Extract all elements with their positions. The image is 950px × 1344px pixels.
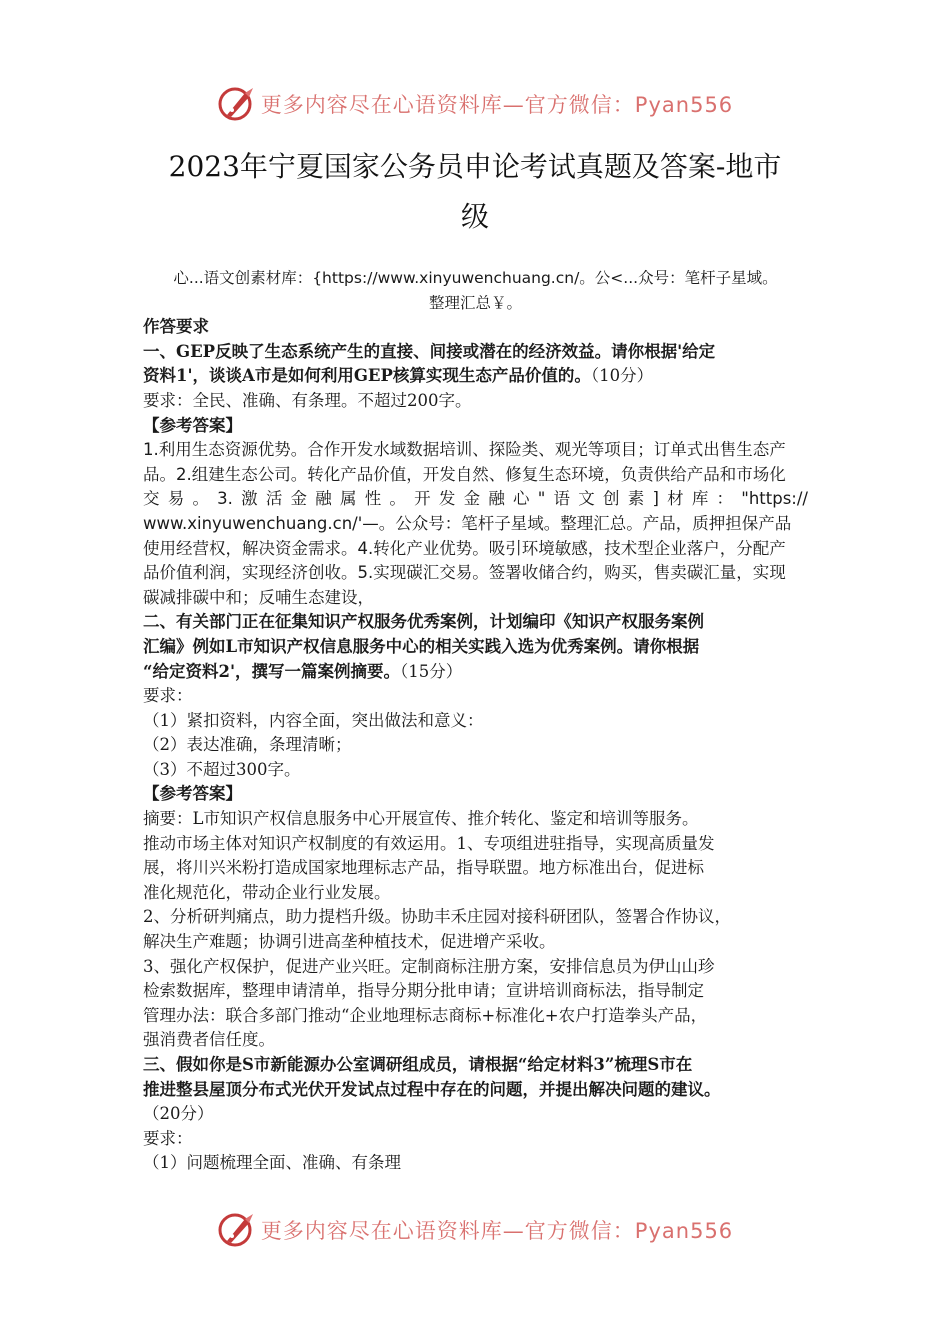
source-line-2: 整理汇总￥。 [428,293,522,312]
watermark-banner-bottom [0,1206,950,1254]
pen-nib-logo-icon [217,1210,257,1250]
q3-line-2: 推进整县屋顶分布式光伏开发试点过程中存在的问题，并提出解决问题的建议。 [143,1079,721,1099]
q1-answer-heading: 【参考答案】 [143,415,242,435]
q2-answer-line: 推动市场主体对知识产权制度的有效运用。1、专项组进驻指导，实现高质量发 [143,833,715,853]
q2-requirement-item: （2）表达准确，条理清晰； [143,735,352,755]
q1-requirement: 要求：全民、准确、有条理。不超过200字。 [143,390,472,410]
q2-line-3: “给定资料2'，撰写一篇案例摘要。 [143,661,401,681]
document-body [143,266,808,1176]
requirements-heading: 作答要求 [143,317,209,337]
source-line-1: 心...语文创素材库：{https://www.xinyuwenchuang.cn/。公<...众号：笔杆子星域。 [173,269,778,287]
q2-answer-line: 强消费者信任度。 [143,1030,275,1050]
q3-requirement-label: 要求： [143,1128,193,1148]
page-title [130,142,820,242]
q3-score: （20分） [143,1104,214,1124]
q2-line-3-wrapper [143,660,808,685]
q2-answer-line: 展，将川兴米粉打造成国家地理标志产品，指导联盟。地方标准出台，促进标 [143,858,704,878]
q2-answer-line: 2、分析研判痛点，助力提档升级。协助丰禾庄园对接科研团队，签署合作协议， [143,907,731,927]
watermark-text: 更多内容尽在心语资料库—官方微信：Pyan556 [260,93,734,117]
title-line-1: 2023年宁夏国家公务员申论考试真题及答案-地市 [168,150,782,183]
pen-nib-logo-icon [217,84,257,124]
q1-line-2: 资料1'，谈谈A市是如何利用GEP核算实现生态产品价值的。 [143,366,591,386]
q2-answer-line: 摘要：L市知识产权信息服务中心开展宣传、推介转化、鉴定和培训等服务。 [143,809,699,829]
q2-answer-line: 解决生产难题；协调引进高垄种植技术，促进增产采收。 [143,932,556,952]
watermark-banner-top [0,80,950,128]
q2-answer-line: 准化规范化，带动企业行业发展。 [143,882,391,902]
q1-answer-line: 品。2.组建生态公司。转化产品价值，开发自然、修复生态环境，负责供给产品和市场化 [143,464,786,484]
q3-line-1: 三、假如你是S市新能源办公室调研组成员，请根据“给定材料3”梳理S市在 [143,1055,693,1074]
q1-answer-line: 碳减排碳中和；反哺生态建设， [143,587,374,607]
q1-answer-line: www.xinyuwenchuang.cn/'—。公众号：笔杆子星域。整理汇总。产品，质押担保产品 [143,513,792,533]
q2-answer-line: 管理办法：联合多部门推动“企业地理标志商标+标准化+农户打造拳头产品， [143,1005,708,1025]
q1-answer-line: 使用经营权，解决资金需求。4.转化产业优势。吸引环境敏感，技术型企业落户，分配产 [143,538,786,558]
q1-answer-line: 品价值利润，实现经济创收。5.实现碳汇交易。签署收储合约，购买，售卖碳汇量，实现 [143,563,786,583]
q2-line-1: 二、有关部门正在征集知识产权服务优秀案例，计划编印《知识产权服务案例 [143,612,704,632]
q1-answer-line: 交易。3.激活金融属性。开发金融心"语文创素]材库："https:// [143,489,808,509]
q1-line-1: 一、GEP反映了生态系统产生的直接、间接或潜在的经济效益。请你根据'给定 [143,341,716,361]
q2-answer-line: 检索数据库，整理申请清单，指导分期分批申请；宣讲培训商标法，指导制定 [143,981,704,1001]
q2-line-2: 汇编》例如L市知识产权信息服务中心的相关实践入选为优秀案例。请你根据 [143,636,700,656]
watermark-text: 更多内容尽在心语资料库—官方微信：Pyan556 [260,1219,734,1243]
q1-line-2-wrapper [143,364,808,389]
q2-answer-line: 3、强化产权保护，促进产业兴旺。定制商标注册方案，安排信息员为伊山山珍 [143,956,715,976]
q3-requirement-item: （1）问题梳理全面、准确、有条理 [143,1153,401,1173]
q1-answer-line: 1.利用生态资源优势。合作开发水域数据培训、探险类、观光等项目；订单式出售生态产 [143,440,786,460]
q2-requirement-item: （3）不超过300字。 [143,759,301,779]
q2-score: （15分） [400,661,463,681]
q2-requirement-item: （1）紧扣资料，内容全面，突出做法和意义： [143,710,484,730]
title-line-2: 级 [460,200,489,233]
q1-score: （10分） [590,366,654,386]
q2-requirement-label: 要求： [143,686,193,706]
q2-answer-heading: 【参考答案】 [143,784,242,804]
